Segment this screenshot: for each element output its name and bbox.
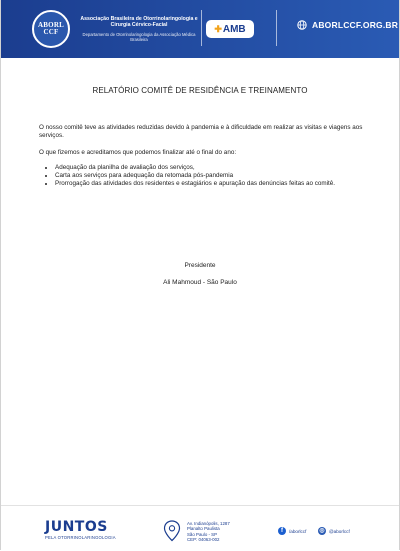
signature-name: Ali Mahmoud - São Paulo (163, 279, 237, 286)
instagram-icon: ◎ (319, 528, 325, 534)
website-link[interactable] (297, 20, 398, 30)
amb-label: AMB (222, 23, 246, 35)
amb-logo (206, 20, 254, 38)
letterhead-footer (1, 505, 399, 551)
list-item: • Adequação da planilha de avaliação dos serviços, (55, 164, 369, 172)
juntos-subtitle: PELA OTORRINOLARINGOLOGIA (45, 535, 116, 540)
association-block (79, 16, 199, 42)
address-line: São Paulo - SP (187, 531, 218, 537)
website-text: ABORLCCF.ORG.BR (312, 20, 399, 30)
aborl-logo (32, 10, 70, 48)
bullet-list (39, 164, 369, 188)
list-item: • Carta aos serviços para adequação da retomada pós-pandemia (55, 172, 369, 180)
list-item: • Prorrogação das atividades dos residentes e estagiários e apuração das denúncias feitas ao comitê. (55, 180, 369, 188)
amb-mark-icon: ✚ (214, 23, 222, 34)
facebook-icon: f (278, 527, 286, 535)
letterhead-header (1, 0, 399, 58)
address-line: Av. Indianópolis, 1287 (187, 521, 230, 526)
paragraph-2: O que fizemos e acreditamos que podemos finalizar até o final do ano: (39, 149, 237, 156)
facebook-handle: /aborlccf (289, 528, 307, 534)
document-body (39, 124, 369, 188)
instagram-handle: @aborlccf (329, 528, 350, 534)
juntos-word: JUNTOS (45, 519, 108, 535)
location-pin-icon (163, 520, 181, 542)
instagram-link[interactable] (318, 527, 350, 535)
aborl-logo-text: ABORL CCF (38, 21, 64, 36)
address-line: Planalto Paulista (187, 526, 220, 532)
header-divider (201, 10, 202, 46)
globe-icon (297, 20, 307, 30)
address-line: CEP: 04063-002 (187, 537, 220, 543)
header-divider (276, 10, 277, 46)
document-title: RELATÓRIO COMITÊ DE RESIDÊNCIA E TREINAMENTO (92, 86, 308, 95)
juntos-logo (45, 520, 116, 540)
paragraph-1: O nosso comitê teve as atividades reduzidas devido à pandemia e à dificuldade em realizar as visitas e viagens aos serviços. (39, 124, 363, 139)
department-name: Departamento de Otorrinolaringologia da Associação Médica Brasileira (82, 32, 196, 42)
signature-role: Presidente (184, 262, 216, 269)
association-name: Associação Brasileira de Otorrinolaringologia e Cirurgia Cérvico-Facial (80, 16, 198, 28)
address-block (187, 521, 230, 543)
facebook-link[interactable] (278, 527, 306, 535)
